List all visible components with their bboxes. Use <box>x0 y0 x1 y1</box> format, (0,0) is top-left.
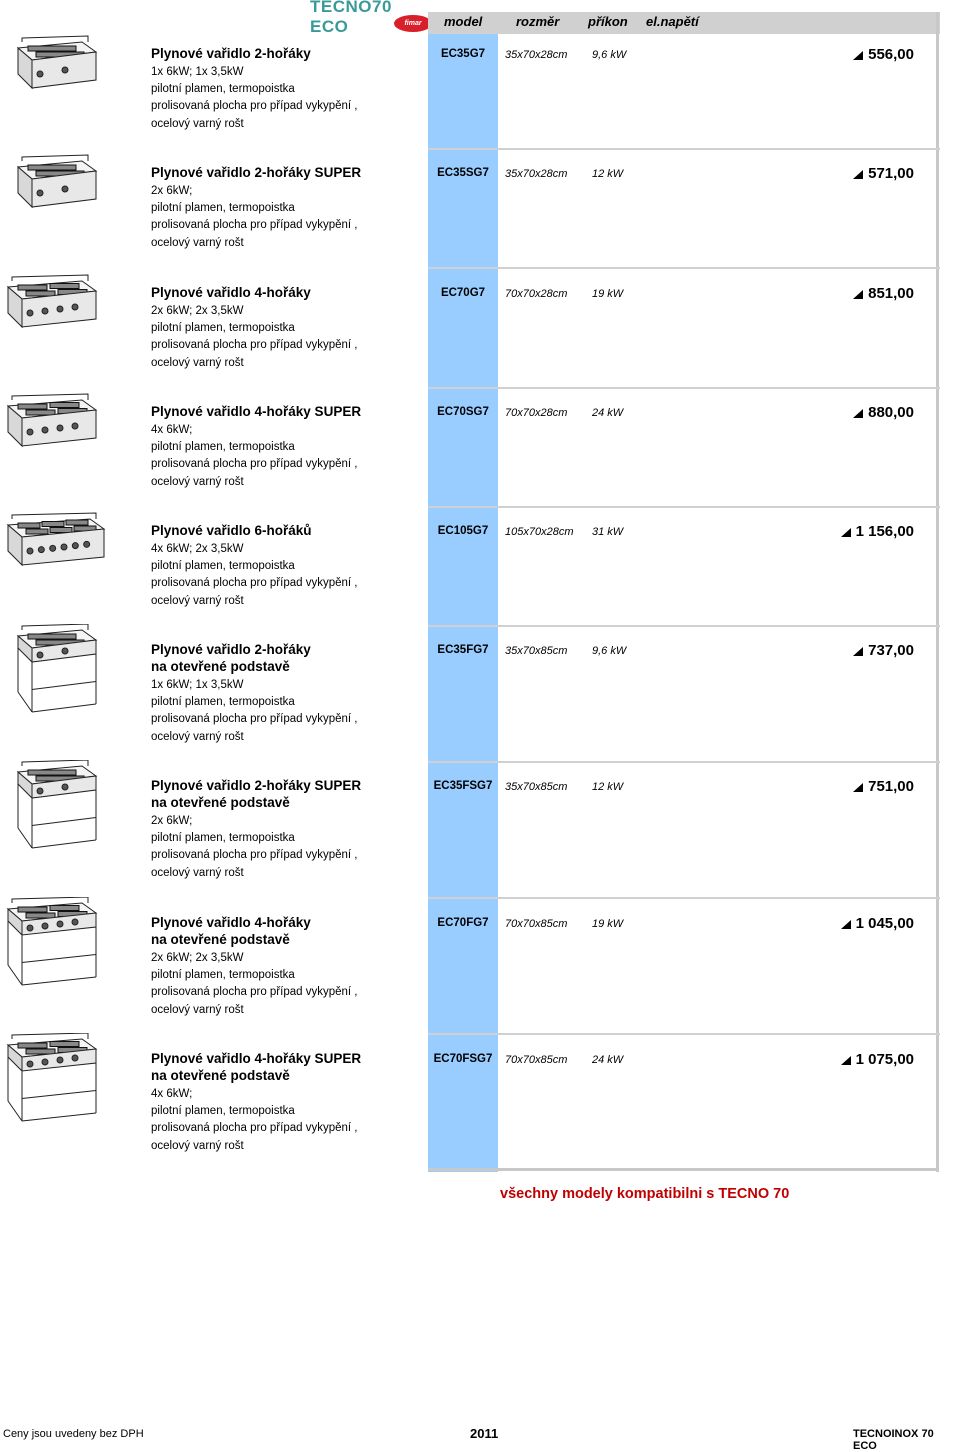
product-size: 70x70x28cm <box>505 407 568 419</box>
product-model: EC70G7 <box>440 287 486 299</box>
footer-vat-note: Ceny jsou uvedeny bez DPH <box>3 1428 144 1440</box>
product-description-line: ocelový varný rošt <box>151 117 244 130</box>
product-image <box>4 147 108 255</box>
product-description-line: ocelový varný rošt <box>151 1003 244 1016</box>
price-value: 1 045,00 <box>855 915 914 932</box>
compatibility-note: všechny modely kompatibilni s TECNO 70 <box>500 1186 790 1202</box>
product-power: 12 kW <box>592 168 624 180</box>
product-description-line: ocelový varný rošt <box>151 594 244 607</box>
product-image <box>4 267 108 375</box>
price-marker-icon <box>841 528 851 537</box>
price-value: 751,00 <box>868 778 914 795</box>
product-description-line: pilotní plamen, termopoistka <box>151 202 295 215</box>
product-name: Plynové vařidlo 2-hořáky <box>151 642 311 657</box>
product-description-line: prolisovaná plocha pro případ vykypění , <box>151 100 358 113</box>
row-separator <box>428 1033 940 1035</box>
price-marker-icon <box>841 1056 851 1065</box>
product-description-line: prolisovaná plocha pro případ vykypění , <box>151 1122 358 1135</box>
product-description-line: pilotní plamen, termopoistka <box>151 322 295 335</box>
product-power: 19 kW <box>592 288 624 300</box>
header-voltage: el.napětí <box>646 14 699 29</box>
product-size: 35x70x85cm <box>505 645 568 657</box>
product-price <box>853 642 914 659</box>
product-description-line: pilotní plamen, termopoistka <box>151 832 295 845</box>
product-image <box>4 28 108 136</box>
product-name: Plynové vařidlo 4-hořáky SUPER <box>151 1051 362 1066</box>
product-size: 70x70x28cm <box>505 288 568 300</box>
product-description-line: prolisovaná plocha pro případ vykypění , <box>151 219 358 232</box>
product-name: Plynové vařidlo 2-hořáky SUPER <box>151 165 362 180</box>
product-description-line: ocelový varný rošt <box>151 730 244 743</box>
product-image <box>4 624 108 732</box>
price-marker-icon <box>853 290 863 299</box>
product-description-line: pilotní plamen, termopoistka <box>151 696 295 709</box>
row-separator <box>428 625 940 627</box>
product-specs: 4x 6kW; <box>151 424 193 436</box>
product-description-line: ocelový varný rošt <box>151 356 244 369</box>
product-model: EC35G7 <box>440 48 486 60</box>
product-size: 35x70x85cm <box>505 781 568 793</box>
product-size: 35x70x28cm <box>505 168 568 180</box>
product-specs: 2x 6kW; 2x 3,5kW <box>151 305 244 317</box>
product-name: Plynové vařidlo 4-hořáky SUPER <box>151 404 362 419</box>
price-value: 1 075,00 <box>855 1051 914 1068</box>
product-specs: 1x 6kW; 1x 3,5kW <box>151 66 244 78</box>
product-power: 24 kW <box>592 407 624 419</box>
product-model: EC35SG7 <box>437 167 489 179</box>
table-bottom-border <box>428 1168 939 1171</box>
product-name: Plynové vařidlo 4-hořáky <box>151 285 311 300</box>
price-value: 851,00 <box>868 285 914 302</box>
product-image <box>4 386 108 494</box>
product-price <box>853 778 914 795</box>
header-power: příkon <box>588 14 628 29</box>
product-description-line: prolisovaná plocha pro případ vykypění , <box>151 713 358 726</box>
product-name: na otevřené podstavě <box>151 1068 290 1083</box>
product-price <box>853 285 914 302</box>
product-description-line: pilotní plamen, termopoistka <box>151 441 295 454</box>
product-image <box>4 505 108 613</box>
product-specs: 4x 6kW; 2x 3,5kW <box>151 543 244 555</box>
product-description-line: prolisovaná plocha pro případ vykypění , <box>151 986 358 999</box>
product-power: 31 kW <box>592 526 624 538</box>
product-name: Plynové vařidlo 2-hořáky <box>151 46 311 61</box>
product-price <box>841 523 914 540</box>
price-marker-icon <box>853 51 863 60</box>
product-specs: 4x 6kW; <box>151 1088 193 1100</box>
product-description-line: ocelový varný rošt <box>151 475 244 488</box>
product-description-line: ocelový varný rošt <box>151 1139 244 1152</box>
price-marker-icon <box>853 409 863 418</box>
footer-catalog-name: TECNOINOX 70 ECO <box>853 1428 934 1452</box>
product-power: 24 kW <box>592 1054 624 1066</box>
price-value: 880,00 <box>868 404 914 421</box>
product-name: Plynové vařidlo 2-hořáky SUPER <box>151 778 362 793</box>
row-separator <box>428 897 940 899</box>
row-separator <box>428 506 940 508</box>
product-model: EC70FG7 <box>437 917 489 929</box>
product-price <box>841 915 914 932</box>
product-specs: 1x 6kW; 1x 3,5kW <box>151 679 244 691</box>
row-separator <box>428 761 940 763</box>
price-value: 1 156,00 <box>855 523 914 540</box>
price-value: 556,00 <box>868 46 914 63</box>
product-specs: 2x 6kW; <box>151 185 193 197</box>
product-specs: 2x 6kW; <box>151 815 193 827</box>
product-size: 105x70x28cm <box>505 526 574 538</box>
price-value: 571,00 <box>868 165 914 182</box>
product-description-line: prolisovaná plocha pro případ vykypění , <box>151 577 358 590</box>
header-size: rozměr <box>516 14 560 29</box>
price-marker-icon <box>841 920 851 929</box>
product-price <box>853 404 914 421</box>
product-description-line: prolisovaná plocha pro případ vykypění , <box>151 849 358 862</box>
product-specs: 2x 6kW; 2x 3,5kW <box>151 952 244 964</box>
product-model: EC35FG7 <box>437 644 489 656</box>
product-name: Plynové vařidlo 6-hořáků <box>151 523 312 538</box>
product-model: EC35FSG7 <box>433 780 493 792</box>
product-power: 12 kW <box>592 781 624 793</box>
product-image <box>4 897 108 1005</box>
product-description-line: pilotní plamen, termopoistka <box>151 560 295 573</box>
row-separator <box>428 267 940 269</box>
product-description-line: prolisovaná plocha pro případ vykypění , <box>151 458 358 471</box>
product-model: EC70FSG7 <box>433 1053 493 1065</box>
product-description-line: pilotní plamen, termopoistka <box>151 83 295 96</box>
product-name: Plynové vařidlo 4-hořáky <box>151 915 311 930</box>
product-power: 9,6 kW <box>592 645 627 657</box>
product-price <box>841 1051 914 1068</box>
product-size: 70x70x85cm <box>505 918 568 930</box>
product-image <box>4 1033 108 1141</box>
brand-header <box>310 0 430 34</box>
price-marker-icon <box>853 783 863 792</box>
header-model: model <box>444 14 483 29</box>
product-description-line: prolisovaná plocha pro případ vykypění , <box>151 339 358 352</box>
product-model: EC105G7 <box>437 525 489 537</box>
product-description-line: pilotní plamen, termopoistka <box>151 1105 295 1118</box>
brand-title: TECNO70 ECO <box>310 0 392 36</box>
product-price <box>853 46 914 63</box>
product-description-line: ocelový varný rošt <box>151 866 244 879</box>
table-header <box>428 12 940 34</box>
footer-year: 2011 <box>470 1426 499 1441</box>
product-price <box>853 165 914 182</box>
product-image <box>4 760 108 868</box>
product-name: na otevřené podstavě <box>151 795 290 810</box>
price-marker-icon <box>853 170 863 179</box>
brand-logo: fimar <box>394 15 432 32</box>
table-right-border <box>936 12 939 1172</box>
row-separator <box>428 387 940 389</box>
product-name: na otevřené podstavě <box>151 932 290 947</box>
price-value: 737,00 <box>868 642 914 659</box>
product-description-line: pilotní plamen, termopoistka <box>151 969 295 982</box>
product-description-line: ocelový varný rošt <box>151 236 244 249</box>
product-power: 9,6 kW <box>592 49 627 61</box>
model-column-background <box>428 34 498 1172</box>
product-size: 35x70x28cm <box>505 49 568 61</box>
price-marker-icon <box>853 647 863 656</box>
product-name: na otevřené podstavě <box>151 659 290 674</box>
product-model: EC70SG7 <box>437 406 489 418</box>
product-power: 19 kW <box>592 918 624 930</box>
row-separator <box>428 148 940 150</box>
product-size: 70x70x85cm <box>505 1054 568 1066</box>
